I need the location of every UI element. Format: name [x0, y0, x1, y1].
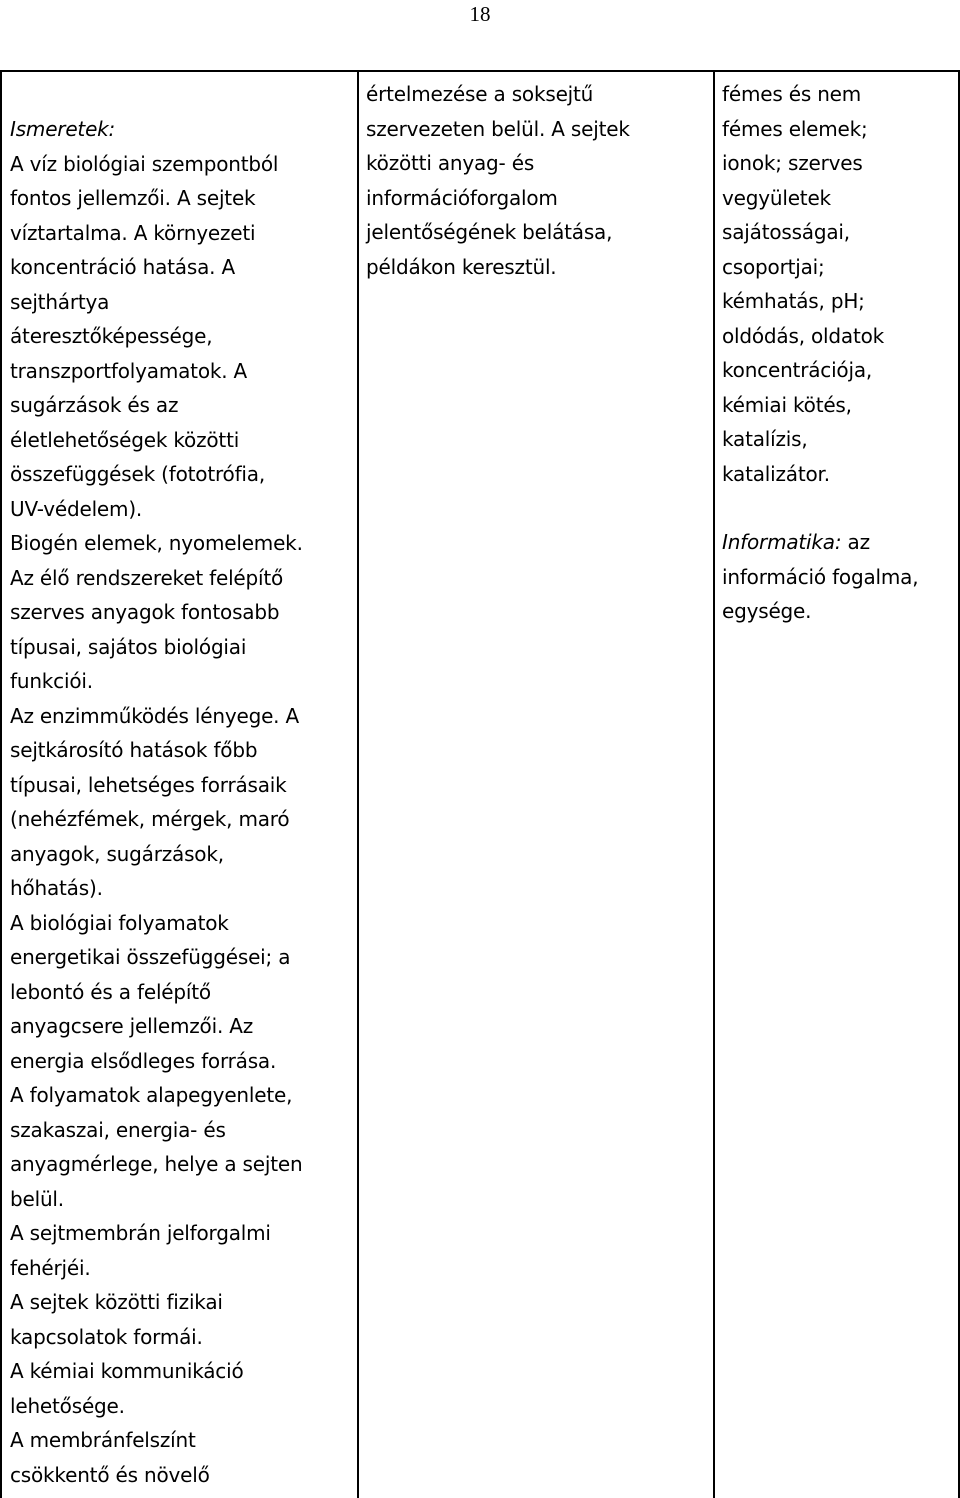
text-line: csoportjai;: [722, 254, 825, 279]
knowledge-text: [10, 147, 356, 1493]
informatika-line: [722, 525, 958, 560]
text-line: energia elsődleges forrása.: [10, 1048, 277, 1073]
text-line: A membránfelszínt: [10, 1428, 196, 1452]
text-line: anyagok, sugárzások,: [10, 841, 224, 866]
text-line: kémhatás, pH;: [722, 289, 865, 313]
text-line: szerves anyagok fontosabb: [10, 600, 280, 624]
text-line: Biogén elemek, nyomelemek.: [10, 531, 303, 555]
text-line: belül.: [10, 1186, 64, 1211]
text-line: koncentrációja,: [722, 358, 873, 382]
requirements-column: [366, 72, 712, 1498]
requirements-text: [366, 77, 712, 284]
text-line: A folyamatok alapegyenlete,: [10, 1083, 293, 1107]
knowledge-column: [10, 72, 356, 1498]
text-line: jelentőségének belátása,: [366, 220, 613, 244]
text-line: szakaszai, energia- és: [10, 1117, 226, 1142]
text-line: ionok; szerves: [722, 151, 863, 175]
text-line: életlehetőségek közötti: [10, 427, 240, 452]
text-line: sejtkárosító hatások főbb: [10, 738, 258, 762]
text-line: típusai, sajátos biológiai: [10, 634, 247, 659]
text-line: katalízis,: [722, 427, 808, 451]
curriculum-table: [0, 70, 960, 1498]
text-line: sajátosságai,: [722, 220, 850, 244]
text-line: lehetősége.: [10, 1393, 125, 1418]
text-line: fémes és nem: [722, 82, 862, 106]
text-line: transzportfolyamatok. A: [10, 358, 248, 383]
text-line: A sejtmembrán jelforgalmi: [10, 1221, 271, 1245]
text-line: sugárzások és az: [10, 393, 179, 417]
text-line: víztartalma. A környezeti: [10, 220, 256, 245]
paragraph-gap: [722, 491, 958, 525]
informatika-label: Informatika:: [722, 530, 842, 554]
text-line: vegyületek: [722, 185, 831, 210]
text-line: oldódás, oldatok: [722, 323, 885, 348]
text-line: Az enzimműködés lényege. A: [10, 703, 299, 728]
text-line: információforgalom: [366, 185, 558, 210]
text-line: egysége.: [722, 599, 812, 623]
text-line: funkciói.: [10, 669, 93, 693]
column-divider: [713, 72, 715, 1498]
text-line: A biológiai folyamatok: [10, 910, 229, 935]
text-line: közötti anyag- és: [366, 151, 535, 175]
text-line: információ fogalma,: [722, 564, 919, 589]
text-line: fehérjéi.: [10, 1255, 91, 1280]
knowledge-heading: Ismeretek:: [10, 117, 116, 141]
text-line: típusai, lehetséges forrásaik: [10, 772, 287, 797]
text-line: lebontó és a felépítő: [10, 979, 211, 1004]
text-line: áteresztőképessége,: [10, 324, 213, 348]
connections-text: [722, 77, 958, 491]
text-line: értelmezése a soksejtű: [366, 82, 594, 106]
connections-column: [722, 72, 958, 1498]
informatika-text: az: [841, 530, 870, 554]
text-line: A víz biológiai szempontból: [10, 151, 279, 176]
page-number: 18: [469, 2, 491, 26]
text-line: kapcsolatok formái.: [10, 1324, 203, 1349]
text-line: A kémiai kommunikáció: [10, 1359, 244, 1383]
text-line: anyagmérlege, helye a sejten: [10, 1152, 303, 1176]
text-line: csökkentő és növelő: [10, 1462, 210, 1487]
column-divider: [357, 72, 359, 1498]
text-line: sejthártya: [10, 289, 110, 314]
text-line: példákon keresztül.: [366, 254, 557, 279]
text-line: katalizátor.: [722, 461, 830, 486]
text-line: fémes elemek;: [722, 116, 868, 141]
text-line: A sejtek közötti fizikai: [10, 1290, 223, 1314]
informatika-lines: [722, 560, 958, 629]
text-line: szervezeten belül. A sejtek: [366, 116, 630, 141]
text-line: UV-védelem).: [10, 496, 143, 521]
text-line: hőhatás).: [10, 876, 103, 900]
text-line: energetikai összefüggései; a: [10, 945, 291, 969]
text-line: fontos jellemzői. A sejtek: [10, 186, 256, 210]
text-line: anyagcsere jellemzői. Az: [10, 1014, 254, 1038]
text-line: kémiai kötés,: [722, 392, 852, 417]
text-line: Az élő rendszereket felépítő: [10, 565, 284, 590]
text-line: koncentráció hatása. A: [10, 255, 235, 279]
text-line: összefüggések (fototrófia,: [10, 462, 265, 486]
text-line: (nehézfémek, mérgek, maró: [10, 807, 290, 831]
